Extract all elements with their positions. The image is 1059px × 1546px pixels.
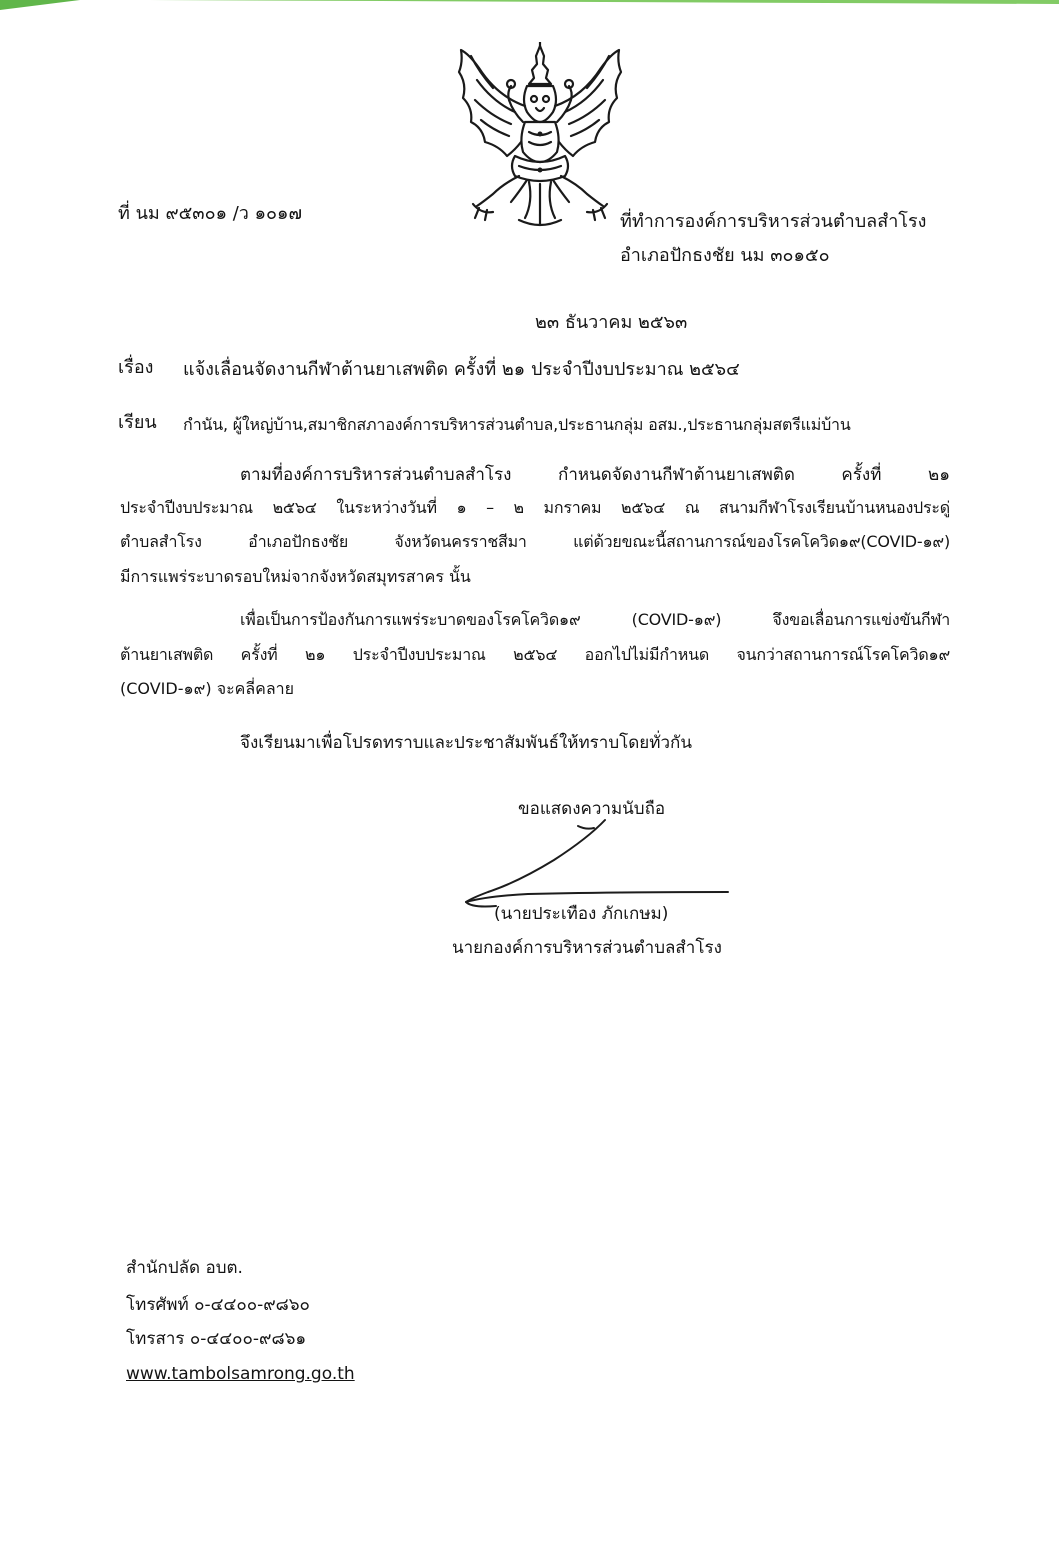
subject-text: แจ้งเลื่อนจัดงานกีฬาต้านยาเสพติด ครั้งที่ ๒๑ ประจำปีงบประมาณ ๒๕๖๔ <box>183 359 740 380</box>
signatory-name: (นายประเทือง ภักเกษม) <box>494 904 669 924</box>
footer-fax: โทรสาร ๐-๔๔๐๐-๙๘๖๑ <box>126 1329 307 1349</box>
office-address-line-2: อำเภอปักธงชัย นม ๓๐๑๕๐ <box>620 245 830 266</box>
body-paragraph-1-line-4: มีการแพร่ระบาดรอบใหม่จากจังหวัดสมุทรสาคร นั้น <box>120 567 471 586</box>
green-edge-strip <box>0 0 1059 16</box>
footer-department: สำนักปลัด อบต. <box>126 1258 243 1278</box>
body-paragraph-2-line-1: เพื่อเป็นการป้องกันการแพร่ระบาดของโรคโควิด๑๙ (COVID-๑๙) จึงขอเลื่อนการแข่งขันกีฬา <box>240 610 950 629</box>
recipient-label: เรียน <box>118 412 157 433</box>
footer-website-link[interactable]: www.tambolsamrong.go.th <box>126 1364 355 1384</box>
letter-date: ๒๓ ธันวาคม ๒๕๖๓ <box>535 312 688 333</box>
signatory-position: นายกองค์การบริหารส่วนตำบลสำโรง <box>452 938 722 958</box>
body-paragraph-1-line-2: ประจำปีงบประมาณ ๒๕๖๔ ในระหว่างวันที่ ๑ – ๒ มกราคม ๒๕๖๔ ณ สนามกีฬาโรงเรียนบ้านหนองประดู่ <box>120 498 950 517</box>
garuda-emblem-icon <box>449 42 631 230</box>
body-paragraph-1-line-1: ตามที่องค์การบริหารส่วนตำบลสำโรง กำหนดจัดงานกีฬาต้านยาเสพติด ครั้งที่ ๒๑ <box>240 465 950 485</box>
closing-sentence: จึงเรียนมาเพื่อโปรดทราบและประชาสัมพันธ์ให้ทราบโดยทั่วกัน <box>240 733 692 753</box>
salutation: ขอแสดงความนับถือ <box>518 799 666 819</box>
subject-label: เรื่อง <box>118 357 154 378</box>
recipient-text: กำนัน, ผู้ใหญ่บ้าน,สมาชิกสภาองค์การบริหารส่วนตำบล,ประธานกลุ่ม อสม.,ประธานกลุ่มสตรีแม่บ้าน <box>183 415 851 434</box>
body-paragraph-2-line-3: (COVID-๑๙) จะคลี่คลาย <box>120 679 295 698</box>
footer-phone: โทรศัพท์ ๐-๔๔๐๐-๙๘๖๐ <box>126 1295 310 1315</box>
document-number: ที่ นม ๙๕๓๐๑ /ว ๑๐๑๗ <box>118 203 302 224</box>
body-paragraph-1-line-3: ตำบลสำโรง อำเภอปักธงชัย จังหวัดนครราชสีมา แต่ด้วยขณะนี้สถานการณ์ของโรคโควิด๑๙(COVID-๑๙) <box>120 532 950 551</box>
office-address-line-1: ที่ทำการองค์การบริหารส่วนตำบลสำโรง <box>620 211 927 232</box>
body-paragraph-2-line-2: ต้านยาเสพติด ครั้งที่ ๒๑ ประจำปีงบประมาณ ๒๕๖๔ ออกไปไม่มีกำหนด จนกว่าสถานการณ์โรคโควิด๑๙ <box>120 645 950 664</box>
